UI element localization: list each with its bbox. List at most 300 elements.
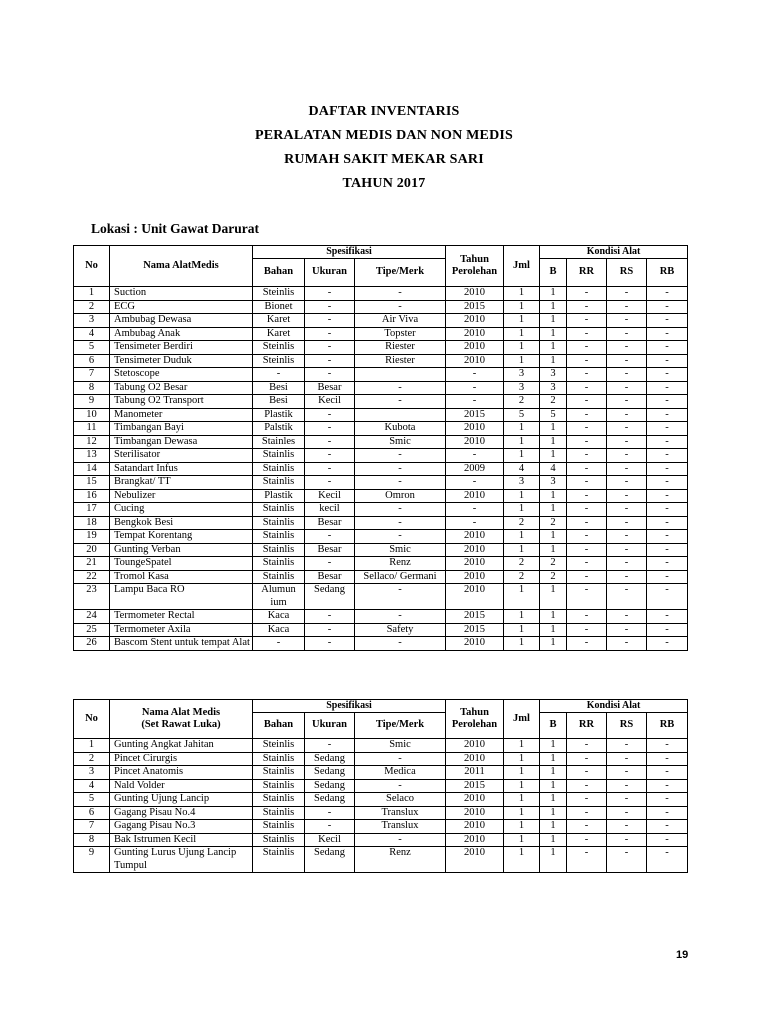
- cell-nama: Bak Istrumen Kecil: [110, 833, 253, 847]
- cell-no: 9: [74, 395, 110, 409]
- title-line-1: DAFTAR INVENTARIS: [308, 104, 460, 119]
- cell-jml: 1: [504, 779, 540, 793]
- cell-nama: Tempat Korentang: [110, 530, 253, 544]
- cell-kondisi-rb: -: [647, 543, 688, 557]
- cell-nama: Gunting Lurus Ujung Lancip Tumpul: [110, 847, 253, 873]
- cell-no: 7: [74, 368, 110, 382]
- cell-tahun: 2010: [446, 422, 504, 436]
- cell-kondisi-rr: -: [567, 368, 607, 382]
- cell-bahan: Steinlis: [253, 739, 305, 753]
- cell-kondisi-b: 1: [540, 327, 567, 341]
- cell-nama: Brangkat/ TT: [110, 476, 253, 490]
- table-row: [74, 287, 688, 301]
- cell-kondisi-rr: -: [567, 341, 607, 355]
- cell-kondisi-rb: -: [647, 489, 688, 503]
- cell-nama: Ambubag Dewasa: [110, 314, 253, 328]
- cell-tahun: 2011: [446, 766, 504, 780]
- cell-kondisi-rs: -: [607, 462, 647, 476]
- cell-no: 26: [74, 637, 110, 651]
- cell-nama: Gunting Ujung Lancip: [110, 793, 253, 807]
- cell-tahun: 2010: [446, 489, 504, 503]
- cell-ukuran: Kecil: [305, 489, 355, 503]
- cell-kondisi-rr: -: [567, 381, 607, 395]
- cell-kondisi-b: 2: [540, 570, 567, 584]
- header-ukuran: Ukuran: [305, 259, 355, 287]
- cell-kondisi-rb: -: [647, 300, 688, 314]
- cell-tipe: Translux: [355, 820, 446, 834]
- table-row: [74, 557, 688, 571]
- cell-tahun: 2015: [446, 610, 504, 624]
- cell-bahan: Steinlis: [253, 354, 305, 368]
- cell-jml: 1: [504, 584, 540, 610]
- cell-no: 9: [74, 847, 110, 873]
- cell-kondisi-b: 3: [540, 476, 567, 490]
- cell-kondisi-b: 1: [540, 503, 567, 517]
- cell-kondisi-b: 1: [540, 766, 567, 780]
- cell-bahan: Stainlis: [253, 543, 305, 557]
- table-row: [74, 449, 688, 463]
- inventory-table-ugd: [73, 245, 688, 651]
- cell-kondisi-b: 5: [540, 408, 567, 422]
- cell-nama: ToungeSpatel: [110, 557, 253, 571]
- cell-kondisi-b: 1: [540, 530, 567, 544]
- cell-ukuran: Kecil: [305, 395, 355, 409]
- cell-no: 4: [74, 779, 110, 793]
- header-no: No: [74, 700, 110, 739]
- cell-tipe: Smic: [355, 435, 446, 449]
- cell-kondisi-rr: -: [567, 779, 607, 793]
- cell-tipe: Renz: [355, 557, 446, 571]
- cell-kondisi-rr: -: [567, 530, 607, 544]
- cell-no: 3: [74, 766, 110, 780]
- cell-nama: Stetoscope: [110, 368, 253, 382]
- cell-kondisi-rb: -: [647, 637, 688, 651]
- cell-nama: Tabung O2 Besar: [110, 381, 253, 395]
- cell-tahun: 2010: [446, 820, 504, 834]
- cell-no: 8: [74, 381, 110, 395]
- cell-kondisi-rr: -: [567, 327, 607, 341]
- cell-no: 12: [74, 435, 110, 449]
- cell-tahun: 2015: [446, 623, 504, 637]
- cell-no: 11: [74, 422, 110, 436]
- cell-bahan: Stainlis: [253, 570, 305, 584]
- table-row: [74, 503, 688, 517]
- cell-tipe: -: [355, 476, 446, 490]
- cell-kondisi-rs: -: [607, 408, 647, 422]
- cell-kondisi-b: 1: [540, 779, 567, 793]
- table-row: [74, 584, 688, 610]
- header-nama-line-2: (Set Rawat Luka): [141, 719, 221, 730]
- cell-ukuran: -: [305, 341, 355, 355]
- cell-kondisi-rr: -: [567, 314, 607, 328]
- cell-nama: Nebulizer: [110, 489, 253, 503]
- cell-kondisi-rs: -: [607, 489, 647, 503]
- cell-kondisi-rb: -: [647, 806, 688, 820]
- cell-bahan: Besi: [253, 381, 305, 395]
- cell-kondisi-rr: -: [567, 435, 607, 449]
- cell-kondisi-b: 1: [540, 847, 567, 873]
- table-row: [74, 543, 688, 557]
- cell-ukuran: -: [305, 637, 355, 651]
- cell-bahan: Stainlis: [253, 847, 305, 873]
- cell-no: 22: [74, 570, 110, 584]
- cell-bahan: Stainlis: [253, 462, 305, 476]
- table-row: [74, 395, 688, 409]
- cell-jml: 1: [504, 739, 540, 753]
- cell-kondisi-b: 1: [540, 422, 567, 436]
- cell-kondisi-rs: -: [607, 752, 647, 766]
- cell-kondisi-rb: -: [647, 314, 688, 328]
- cell-tahun: 2010: [446, 557, 504, 571]
- cell-jml: 1: [504, 623, 540, 637]
- cell-ukuran: Kecil: [305, 833, 355, 847]
- cell-tahun: 2010: [446, 287, 504, 301]
- cell-jml: 1: [504, 449, 540, 463]
- cell-kondisi-rs: -: [607, 300, 647, 314]
- cell-kondisi-rr: -: [567, 739, 607, 753]
- title-line-2: PERALATAN MEDIS DAN NON MEDIS: [254, 128, 514, 143]
- cell-kondisi-rb: -: [647, 752, 688, 766]
- cell-kondisi-rs: -: [607, 623, 647, 637]
- cell-bahan: Plastik: [253, 489, 305, 503]
- cell-kondisi-rr: -: [567, 503, 607, 517]
- cell-kondisi-rr: -: [567, 557, 607, 571]
- cell-tipe: -: [355, 584, 446, 610]
- cell-kondisi-rs: -: [607, 739, 647, 753]
- cell-ukuran: -: [305, 806, 355, 820]
- cell-bahan: Stainlis: [253, 557, 305, 571]
- cell-kondisi-rb: -: [647, 341, 688, 355]
- cell-no: 19: [74, 530, 110, 544]
- cell-jml: 1: [504, 806, 540, 820]
- cell-tipe: Riester: [355, 341, 446, 355]
- cell-kondisi-rb: -: [647, 408, 688, 422]
- cell-nama: Tabung O2 Transport: [110, 395, 253, 409]
- inventory-table-set-rawat-luka: [73, 699, 688, 873]
- cell-kondisi-b: 1: [540, 287, 567, 301]
- cell-kondisi-rs: -: [607, 766, 647, 780]
- table-row: [74, 314, 688, 328]
- cell-kondisi-rb: -: [647, 435, 688, 449]
- cell-no: 1: [74, 287, 110, 301]
- table-row: [74, 476, 688, 490]
- cell-kondisi-rb: -: [647, 570, 688, 584]
- cell-nama: Nald Volder: [110, 779, 253, 793]
- page-number: 19: [676, 949, 689, 961]
- cell-bahan: Stainlis: [253, 779, 305, 793]
- cell-tipe: -: [355, 516, 446, 530]
- cell-nama: Suction: [110, 287, 253, 301]
- cell-no: 20: [74, 543, 110, 557]
- cell-kondisi-rb: -: [647, 779, 688, 793]
- cell-ukuran: Sedang: [305, 766, 355, 780]
- cell-kondisi-rs: -: [607, 637, 647, 651]
- cell-kondisi-rb: -: [647, 287, 688, 301]
- cell-tipe: Air Viva: [355, 314, 446, 328]
- cell-no: 5: [74, 341, 110, 355]
- cell-kondisi-rr: -: [567, 584, 607, 610]
- table-row: [74, 368, 688, 382]
- cell-tipe: -: [355, 462, 446, 476]
- header-ukuran: Ukuran: [305, 713, 355, 739]
- cell-tipe: -: [355, 449, 446, 463]
- cell-kondisi-b: 2: [540, 516, 567, 530]
- cell-tipe: -: [355, 530, 446, 544]
- cell-jml: 1: [504, 422, 540, 436]
- cell-ukuran: -: [305, 623, 355, 637]
- cell-kondisi-rb: -: [647, 530, 688, 544]
- header-jml: Jml: [504, 700, 540, 739]
- cell-kondisi-rs: -: [607, 543, 647, 557]
- cell-ukuran: -: [305, 820, 355, 834]
- cell-tahun: 2010: [446, 847, 504, 873]
- cell-ukuran: -: [305, 530, 355, 544]
- cell-kondisi-b: 3: [540, 368, 567, 382]
- header-kondisi: Kondisi Alat: [540, 246, 688, 259]
- table-row: [74, 833, 688, 847]
- cell-no: 2: [74, 752, 110, 766]
- cell-kondisi-rb: -: [647, 623, 688, 637]
- cell-jml: 1: [504, 287, 540, 301]
- cell-tipe: -: [355, 287, 446, 301]
- cell-no: 4: [74, 327, 110, 341]
- cell-tahun: 2010: [446, 833, 504, 847]
- cell-kondisi-rr: -: [567, 395, 607, 409]
- cell-kondisi-b: 3: [540, 381, 567, 395]
- cell-bahan: Stainlis: [253, 793, 305, 807]
- cell-nama: Manometer: [110, 408, 253, 422]
- cell-kondisi-b: 1: [540, 793, 567, 807]
- cell-nama: Pincet Cirurgis: [110, 752, 253, 766]
- table-row: [74, 820, 688, 834]
- cell-jml: 1: [504, 610, 540, 624]
- header-tahun: Tahun Perolehan: [446, 246, 504, 287]
- cell-no: 14: [74, 462, 110, 476]
- cell-tahun: -: [446, 381, 504, 395]
- cell-kondisi-rr: -: [567, 793, 607, 807]
- cell-kondisi-rb: -: [647, 557, 688, 571]
- cell-bahan: Stainlis: [253, 766, 305, 780]
- cell-kondisi-rr: -: [567, 476, 607, 490]
- cell-nama: ECG: [110, 300, 253, 314]
- cell-no: 6: [74, 354, 110, 368]
- header-rb: RB: [647, 259, 688, 287]
- cell-kondisi-rr: -: [567, 752, 607, 766]
- cell-tipe: Sellaco/ Germani: [355, 570, 446, 584]
- table-row: [74, 779, 688, 793]
- cell-bahan: Steinlis: [253, 341, 305, 355]
- cell-nama: Bengkok Besi: [110, 516, 253, 530]
- location-label: Lokasi : Unit Gawat Darurat: [91, 221, 259, 236]
- cell-jml: 1: [504, 314, 540, 328]
- cell-ukuran: -: [305, 435, 355, 449]
- cell-tahun: 2010: [446, 327, 504, 341]
- cell-bahan: Stainlis: [253, 530, 305, 544]
- cell-kondisi-b: 2: [540, 557, 567, 571]
- cell-ukuran: -: [305, 300, 355, 314]
- cell-jml: 1: [504, 752, 540, 766]
- cell-no: 21: [74, 557, 110, 571]
- cell-no: 7: [74, 820, 110, 834]
- cell-nama: Ambubag Anak: [110, 327, 253, 341]
- cell-kondisi-rb: -: [647, 793, 688, 807]
- cell-kondisi-rs: -: [607, 793, 647, 807]
- cell-no: 13: [74, 449, 110, 463]
- cell-kondisi-rb: -: [647, 610, 688, 624]
- table-row: [74, 623, 688, 637]
- cell-tahun: -: [446, 395, 504, 409]
- cell-nama: Tensimeter Duduk: [110, 354, 253, 368]
- cell-nama: Timbangan Bayi: [110, 422, 253, 436]
- cell-bahan: Stainlis: [253, 820, 305, 834]
- cell-tahun: 2010: [446, 543, 504, 557]
- cell-nama: Lampu Baca RO: [110, 584, 253, 610]
- cell-no: 16: [74, 489, 110, 503]
- cell-tipe: -: [355, 610, 446, 624]
- table-row: [74, 793, 688, 807]
- cell-no: 5: [74, 793, 110, 807]
- header-nama: [110, 700, 253, 739]
- cell-kondisi-rr: -: [567, 287, 607, 301]
- cell-bahan: Besi: [253, 395, 305, 409]
- cell-no: 2: [74, 300, 110, 314]
- header-spesifikasi: Spesifikasi: [253, 246, 446, 259]
- header-rb: RB: [647, 713, 688, 739]
- cell-tipe: -: [355, 503, 446, 517]
- cell-bahan: -: [253, 368, 305, 382]
- cell-kondisi-rs: -: [607, 354, 647, 368]
- cell-jml: 1: [504, 300, 540, 314]
- cell-kondisi-rr: -: [567, 408, 607, 422]
- cell-tahun: 2009: [446, 462, 504, 476]
- table-row: [74, 610, 688, 624]
- cell-tahun: 2010: [446, 530, 504, 544]
- cell-tipe: [355, 408, 446, 422]
- cell-tahun: -: [446, 503, 504, 517]
- cell-tipe: -: [355, 300, 446, 314]
- cell-kondisi-rs: -: [607, 833, 647, 847]
- cell-nama: Gunting Verban: [110, 543, 253, 557]
- cell-kondisi-b: 1: [540, 354, 567, 368]
- cell-tipe: Translux: [355, 806, 446, 820]
- cell-jml: 2: [504, 557, 540, 571]
- cell-nama: Termometer Rectal: [110, 610, 253, 624]
- table-row: [74, 408, 688, 422]
- cell-kondisi-rr: -: [567, 637, 607, 651]
- cell-no: 24: [74, 610, 110, 624]
- cell-tipe: -: [355, 779, 446, 793]
- cell-kondisi-rs: -: [607, 516, 647, 530]
- table-row: [74, 327, 688, 341]
- cell-kondisi-rb: -: [647, 820, 688, 834]
- cell-kondisi-b: 1: [540, 739, 567, 753]
- header-no: No: [74, 246, 110, 287]
- cell-kondisi-rs: -: [607, 381, 647, 395]
- cell-kondisi-rs: -: [607, 395, 647, 409]
- cell-nama: Tromol Kasa: [110, 570, 253, 584]
- cell-nama: Timbangan Dewasa: [110, 435, 253, 449]
- cell-bahan: Palstik: [253, 422, 305, 436]
- cell-jml: 1: [504, 833, 540, 847]
- cell-kondisi-rs: -: [607, 435, 647, 449]
- cell-ukuran: kecil: [305, 503, 355, 517]
- header-bahan: Bahan: [253, 259, 305, 287]
- cell-kondisi-b: 1: [540, 435, 567, 449]
- cell-kondisi-rb: -: [647, 354, 688, 368]
- cell-kondisi-rs: -: [607, 449, 647, 463]
- cell-kondisi-rb: -: [647, 327, 688, 341]
- cell-kondisi-rb: -: [647, 766, 688, 780]
- cell-tahun: 2010: [446, 739, 504, 753]
- cell-no: 17: [74, 503, 110, 517]
- cell-kondisi-rb: -: [647, 833, 688, 847]
- header-tipe: Tipe/Merk: [355, 713, 446, 739]
- cell-tipe: Medica: [355, 766, 446, 780]
- cell-tipe: Safety: [355, 623, 446, 637]
- document-title: [0, 100, 768, 196]
- cell-tipe: -: [355, 752, 446, 766]
- title-line-3: RUMAH SAKIT MEKAR SARI: [284, 152, 484, 167]
- cell-jml: 1: [504, 820, 540, 834]
- cell-ukuran: -: [305, 610, 355, 624]
- cell-no: 8: [74, 833, 110, 847]
- cell-kondisi-rs: -: [607, 806, 647, 820]
- cell-tipe: Smic: [355, 739, 446, 753]
- cell-bahan: Stainlis: [253, 806, 305, 820]
- cell-kondisi-rr: -: [567, 354, 607, 368]
- cell-kondisi-rs: -: [607, 422, 647, 436]
- cell-kondisi-b: 1: [540, 820, 567, 834]
- header-rr: RR: [567, 713, 607, 739]
- cell-kondisi-b: 1: [540, 610, 567, 624]
- cell-ukuran: -: [305, 368, 355, 382]
- cell-kondisi-b: 1: [540, 449, 567, 463]
- cell-ukuran: -: [305, 462, 355, 476]
- header-tipe: Tipe/Merk: [355, 259, 446, 287]
- cell-jml: 1: [504, 847, 540, 873]
- cell-kondisi-rs: -: [607, 314, 647, 328]
- cell-no: 6: [74, 806, 110, 820]
- cell-kondisi-rs: -: [607, 368, 647, 382]
- cell-kondisi-rb: -: [647, 381, 688, 395]
- cell-tahun: 2010: [446, 570, 504, 584]
- cell-kondisi-b: 1: [540, 584, 567, 610]
- cell-no: 18: [74, 516, 110, 530]
- cell-no: 10: [74, 408, 110, 422]
- cell-kondisi-b: 1: [540, 341, 567, 355]
- cell-kondisi-rr: -: [567, 820, 607, 834]
- cell-kondisi-rr: -: [567, 516, 607, 530]
- cell-bahan: Stainlis: [253, 503, 305, 517]
- cell-tipe: Omron: [355, 489, 446, 503]
- cell-kondisi-b: 1: [540, 300, 567, 314]
- cell-tahun: -: [446, 449, 504, 463]
- header-b: B: [540, 713, 567, 739]
- cell-kondisi-rs: -: [607, 341, 647, 355]
- cell-nama: Tensimeter Berdiri: [110, 341, 253, 355]
- table-row: [74, 462, 688, 476]
- cell-kondisi-rb: -: [647, 584, 688, 610]
- cell-kondisi-rb: -: [647, 847, 688, 873]
- cell-ukuran: -: [305, 354, 355, 368]
- cell-tipe: Topster: [355, 327, 446, 341]
- table-row: [74, 847, 688, 873]
- cell-jml: 2: [504, 395, 540, 409]
- cell-no: 23: [74, 584, 110, 610]
- cell-kondisi-rb: -: [647, 395, 688, 409]
- cell-kondisi-rr: -: [567, 489, 607, 503]
- cell-nama: Bascom Stent untuk tempat Alat: [110, 637, 253, 651]
